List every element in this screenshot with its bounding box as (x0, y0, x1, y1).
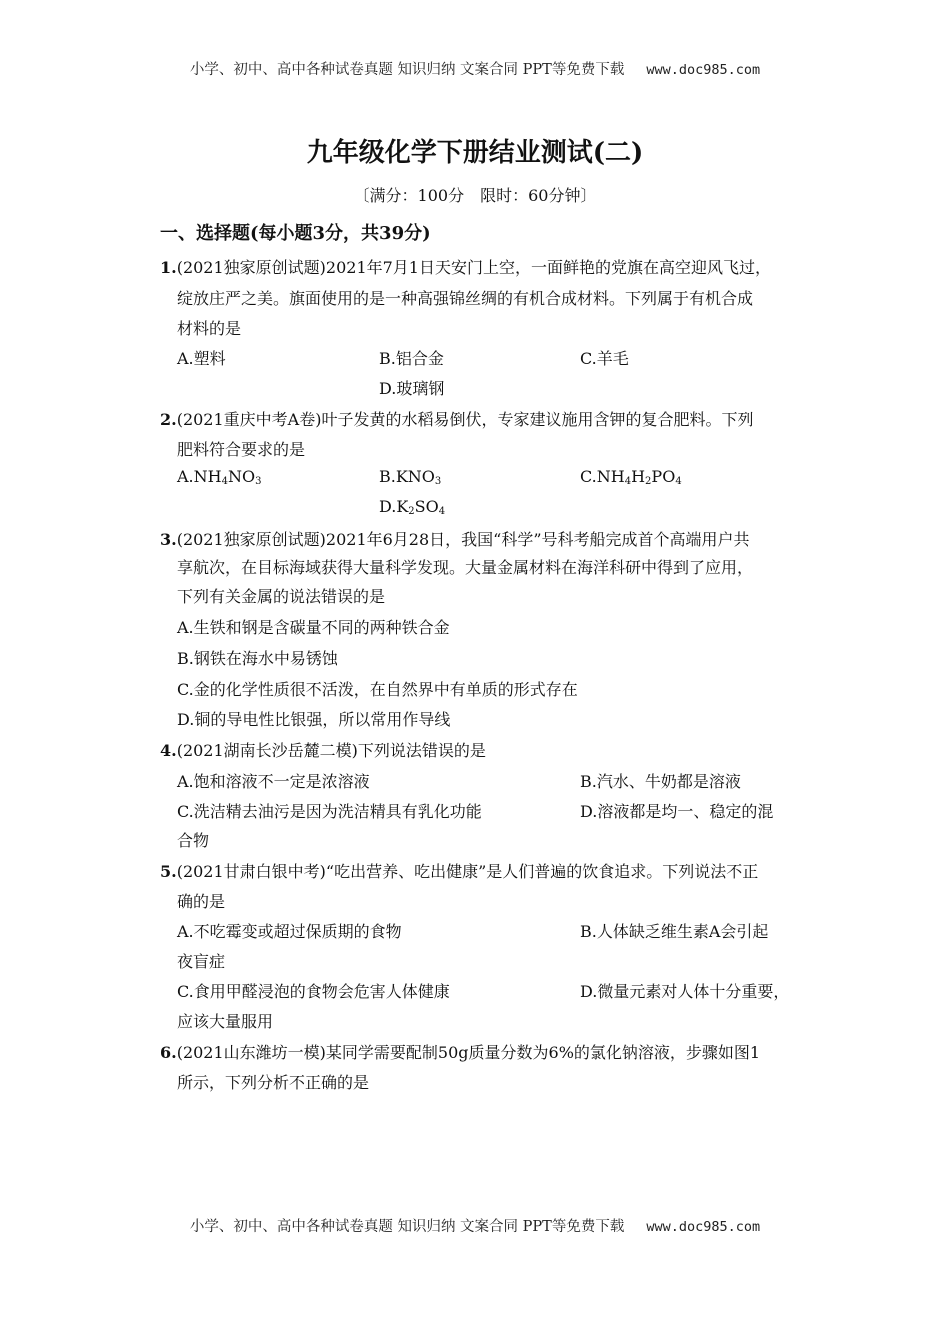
question-text: 享航次，在目标海域获得大量科学发现。大量金属材料在海洋科研中得到了应用， (177, 558, 754, 577)
question-number: 3. (160, 530, 177, 549)
question-text: 肥料符合要求的是 (177, 440, 306, 459)
section-heading: 一、选择题(每小题3分，共39分) (160, 223, 431, 244)
question-text: 材料的是 (177, 319, 242, 338)
option-c: C.洗洁精去油污是因为洗洁精具有乳化功能 (177, 802, 482, 821)
page-title: 九年级化学下册结业测试(二) (306, 138, 644, 168)
question-text: (2021独家原创试题)2021年7月1日天安门上空，一面鲜艳的党旗在高空迎风飞过， (176, 258, 771, 277)
page-header (0, 58, 950, 79)
option-b: B.钢铁在海水中易锈蚀 (177, 649, 338, 668)
question-6 (160, 1040, 760, 1063)
option-d: D.玻璃钢 (379, 379, 445, 398)
question-text: 所示，下列分析不正确的是 (177, 1073, 370, 1092)
option-c: C.羊毛 (580, 349, 629, 368)
question-number: 1. (160, 258, 177, 277)
question-text: 确的是 (177, 892, 226, 911)
option-a: $A.NH_4NO_3$ (177, 467, 262, 487)
question-number: 5. (160, 862, 177, 881)
page-footer (0, 1215, 950, 1236)
header-url[interactable]: www.doc985.com (646, 62, 761, 78)
option-b: B.汽水、牛奶都是溶液 (580, 772, 741, 791)
option-a: A.生铁和钢是含碳量不同的两种铁合金 (177, 618, 450, 637)
question-text: (2021甘肃白银中考)“吃出营养、吃出健康”是人们普遍的饮食追求。下列说法不正 (176, 862, 759, 881)
exam-info: 〔满分：100分 限时：60分钟〕 (353, 186, 597, 205)
question-number: 4. (160, 741, 177, 760)
option-a: A.塑料 (177, 349, 226, 368)
option-d: D.微量元素对人体十分重要， (580, 982, 790, 1001)
question-text: (2021重庆中考A卷)叶子发黄的水稻易倒伏，专家建议施用含钾的复合肥料。下列 (176, 410, 754, 429)
option-d: D.铜的导电性比银强，所以常用作导线 (177, 710, 451, 729)
option-d: D.溶液都是均一、稳定的混 (580, 802, 774, 821)
option-a: A.饱和溶液不一定是浓溶液 (177, 772, 370, 791)
option-c: C.金的化学性质很不活泼，在自然界中有单质的形式存在 (177, 680, 578, 699)
question-text: (2021独家原创试题)2021年6月28日，我国“科学”号科考船完成首个高端用户共 (176, 530, 750, 549)
option-b: B.人体缺乏维生素A会引起 (580, 922, 769, 941)
option-d-continued: 应该大量服用 (177, 1012, 274, 1031)
question-number: 6. (160, 1043, 177, 1062)
option-d: $D.K_2SO_4$ (379, 497, 446, 517)
question-1 (160, 255, 771, 278)
footer-text: 小学、初中、高中各种试卷真题 知识归纳 文案合同 PPT等免费下载 (189, 1219, 625, 1235)
question-5 (160, 859, 758, 882)
option-a: A.不吃霉变或超过保质期的食物 (177, 922, 402, 941)
question-3 (160, 527, 750, 550)
question-text: (2021湖南长沙岳麓二模)下列说法错误的是 (176, 741, 486, 760)
question-text: 绽放庄严之美。旗面使用的是一种高强锦丝绸的有机合成材料。下列属于有机合成 (177, 289, 754, 308)
option-c: C.食用甲醛浸泡的食物会危害人体健康 (177, 982, 450, 1001)
question-text: (2021山东潍坊一模)某同学需要配制50g质量分数为6%的氯化钠溶液，步骤如图1 (176, 1043, 761, 1062)
question-number: 2. (160, 410, 177, 429)
header-text: 小学、初中、高中各种试卷真题 知识归纳 文案合同 PPT等免费下载 (189, 62, 625, 78)
option-b: B.铝合金 (379, 349, 444, 368)
question-text: 下列有关金属的说法错误的是 (177, 587, 386, 606)
footer-url[interactable]: www.doc985.com (646, 1219, 761, 1235)
option-b-continued: 夜盲症 (177, 952, 226, 971)
option-d-continued: 合物 (177, 831, 210, 850)
question-4 (160, 738, 486, 761)
question-2 (160, 407, 753, 430)
option-c: $C.NH_4H_2PO_4$ (580, 467, 682, 487)
option-b: $B.KNO_3$ (379, 467, 442, 487)
